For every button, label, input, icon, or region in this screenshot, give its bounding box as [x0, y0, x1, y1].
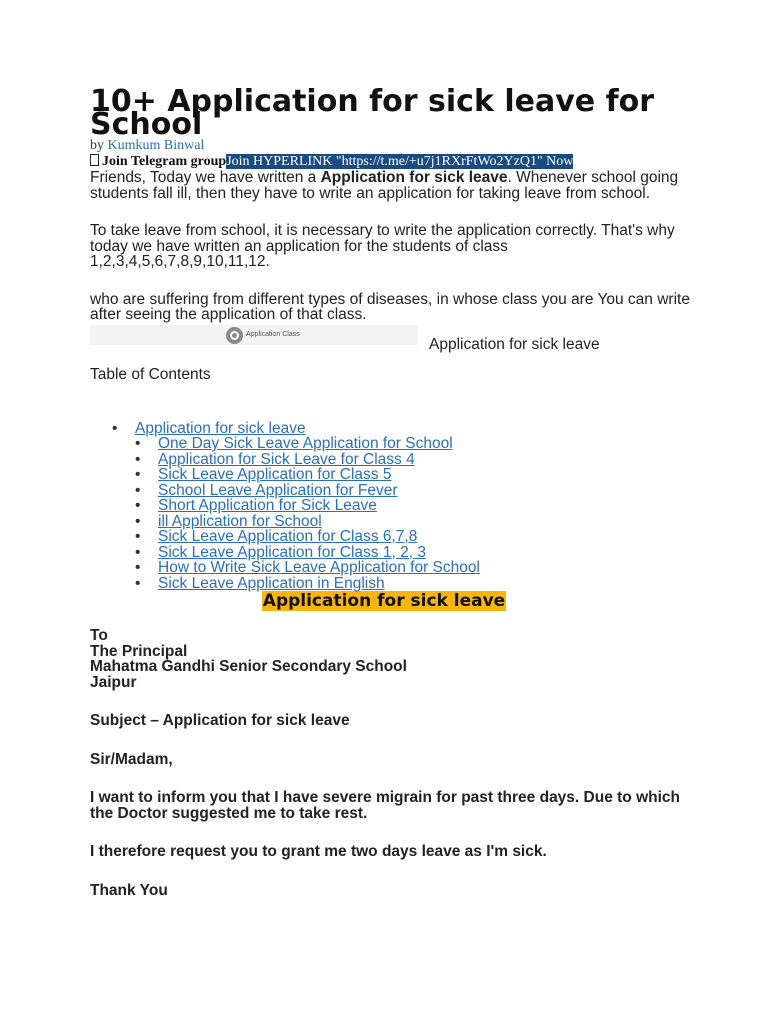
intro-text-end: . Whenever school going students fall ill, then they have to write an application for taking leave from school. [90, 169, 679, 202]
intro-text-start: Friends, Today we have written a [90, 169, 321, 186]
byline [90, 138, 690, 154]
paragraph-3: who are suffering from different types of diseases, in whose class you are You can write after seeing the application of that class. [90, 290, 690, 323]
toc-link[interactable]: One Day Sick Leave Application for School [158, 435, 453, 452]
article [90, 84, 690, 898]
image-caption: Application for sick leave [429, 335, 600, 353]
intro-paragraph [90, 170, 690, 201]
toc-link[interactable]: School Leave Application for Fever [158, 481, 398, 499]
letter-subject: Subject – Application for sick leave [90, 712, 350, 729]
byline-prefix: by [90, 138, 104, 153]
toc-subitem [135, 560, 690, 576]
toc-subitem [135, 452, 690, 468]
intro-bold: Application for sick leave [320, 169, 508, 186]
letter-recipient: The Principal [90, 642, 188, 660]
section-heading [90, 591, 678, 611]
featured-image-row [90, 323, 690, 357]
toc-subitem [135, 529, 690, 545]
toc-subitem [135, 498, 690, 514]
toc-link[interactable]: Short Application for Sick Leave [158, 497, 377, 514]
toc-title: Table of Contents [90, 365, 211, 383]
toc-item [90, 421, 690, 592]
toc-subitem [135, 545, 690, 561]
toc-link-main[interactable]: Application for sick leave [135, 419, 306, 437]
letter [90, 628, 690, 898]
author-link[interactable]: Kumkum Binwal [107, 138, 205, 153]
section-heading-text: Application for sick leave [262, 591, 506, 611]
toc-sublist [135, 436, 690, 591]
letter-school: Mahatma Gandhi Senior Secondary School [90, 658, 407, 675]
application-class-logo-icon [226, 327, 243, 344]
telegram-link[interactable]: Join HYPERLINK "https://t.me/+u7j1RXrFtWo2YzQ1" Now [226, 154, 574, 169]
page-title: 10+ Application for sick leave for School [90, 84, 655, 142]
letter-salutation: Sir/Madam, [90, 750, 173, 768]
image-logo-text: Application Class [246, 330, 300, 338]
toc-subitem [135, 436, 690, 452]
telegram-row [90, 154, 690, 170]
toc-subitem [135, 576, 690, 592]
letter-body-2: I therefore request you to grant me two days leave as I'm sick. [90, 843, 547, 860]
telegram-label: Join Telegram group [102, 154, 227, 169]
toc-link[interactable]: Sick Leave Application in English [158, 574, 385, 592]
paragraph-2: To take leave from school, it is necessary to write the application correctly. That's why today we have written an application for the students of class 1,2,3,4,5,6,7,8,9,10,11,12. [90, 222, 675, 270]
letter-body-1: I want to inform you that I have severe migrain for past three days. Due to which the Doctor suggested me to take rest. [90, 789, 680, 822]
toc-subitem [135, 514, 690, 530]
toc-link[interactable]: Sick Leave Application for Class 1, 2, 3 [158, 543, 426, 561]
toc-link[interactable]: How to Write Sick Leave Application for School [158, 559, 480, 576]
toc-link[interactable]: Sick Leave Application for Class 6,7,8 [158, 528, 418, 545]
toc-link[interactable]: ill Application for School [158, 512, 322, 530]
telegram-icon [90, 154, 99, 166]
toc-subitem [135, 467, 690, 483]
toc-link[interactable]: Sick Leave Application for Class 5 [158, 466, 392, 483]
table-of-contents [90, 421, 690, 592]
toc-subitem [135, 483, 690, 499]
letter-closing: Thank You [90, 881, 168, 899]
toc-link[interactable]: Application for Sick Leave for Class 4 [158, 450, 415, 468]
letter-city: Jaipur [90, 673, 137, 691]
letter-to: To [90, 627, 108, 644]
